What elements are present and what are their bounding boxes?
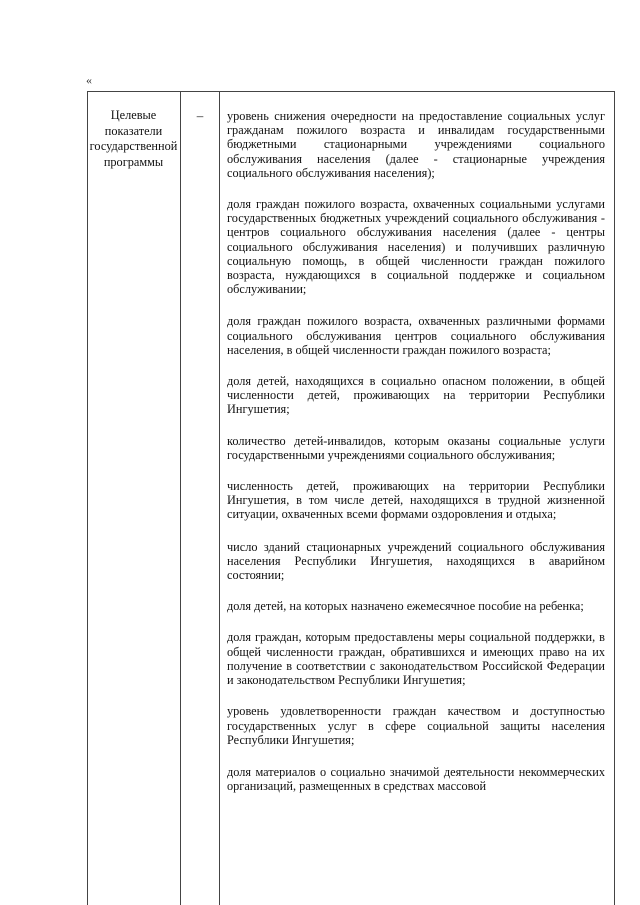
indicator-item: доля граждан пожилого возраста, охваченных различными формами социального обслуживания центров социального обслуживания населения, в общей численности граждан пожилого возраста;	[227, 314, 605, 357]
indicator-item: число зданий стационарных учреждений социального обслуживания населения Республики Ингушетия, находящихся в аварийном состоянии;	[227, 539, 605, 583]
indicator-item: количество детей-инвалидов, которым оказаны социальные услуги государственными учреждениями социального обслуживания;	[227, 433, 605, 462]
row-label: Целевые показатели государственной программы	[89, 108, 178, 169]
table-divider-dash	[219, 92, 220, 905]
program-passport-table	[87, 91, 615, 905]
row-dash: –	[196, 108, 204, 123]
indicator-item: уровень снижения очередности на предоставление социальных услуг гражданам пожилого возраста и инвалидам государственными бюджетными стационарными учреждениями социального обслуживания населения (далее - стационарные учреждения социального обслуживания населения);	[227, 109, 605, 180]
table-border-right	[614, 92, 615, 905]
indicator-item: доля детей, находящихся в социально опасном положении, в общей численности детей, проживающих на территории Республики Ингушетия;	[227, 374, 605, 417]
indicator-item: доля граждан, которым предоставлены меры социальной поддержки, в общей численности граждан, обратившихся и имеющих право на их получение в соответствии с законодательством Российской Федерации и законодательством Республики Ингушетия;	[227, 630, 605, 688]
indicator-item: уровень удовлетворенности граждан качеством и доступностью государственных услуг в сфере социальной защиты населения Республики Ингушетия;	[227, 704, 605, 747]
table-border-left	[87, 92, 88, 905]
indicator-item: доля детей, на которых назначено ежемесячное пособие на ребенка;	[227, 599, 584, 614]
opening-quote-mark: «	[86, 73, 92, 87]
indicator-list	[227, 109, 605, 793]
indicator-item: доля материалов о социально значимой деятельности некоммерческих организаций, размещенных в средствах массовой	[227, 764, 605, 794]
table-divider-label	[180, 92, 181, 905]
indicator-item: численность детей, проживающих на территории Республики Ингушетия, в том числе детей, находящихся в трудной жизненной ситуации, охваченных всеми формами оздоровления и отдыха;	[227, 479, 605, 522]
indicator-item: доля граждан пожилого возраста, охваченных социальными услугами государственных бюджетных учреждений социального обслуживания - центров социального обслуживания населения (далее - центры социального обслуживания населения) и получивших различную социальную помощь, в общей численности граждан пожилого возраста, нуждающихся в социальной поддержке и социальном обслуживании;	[227, 197, 605, 297]
